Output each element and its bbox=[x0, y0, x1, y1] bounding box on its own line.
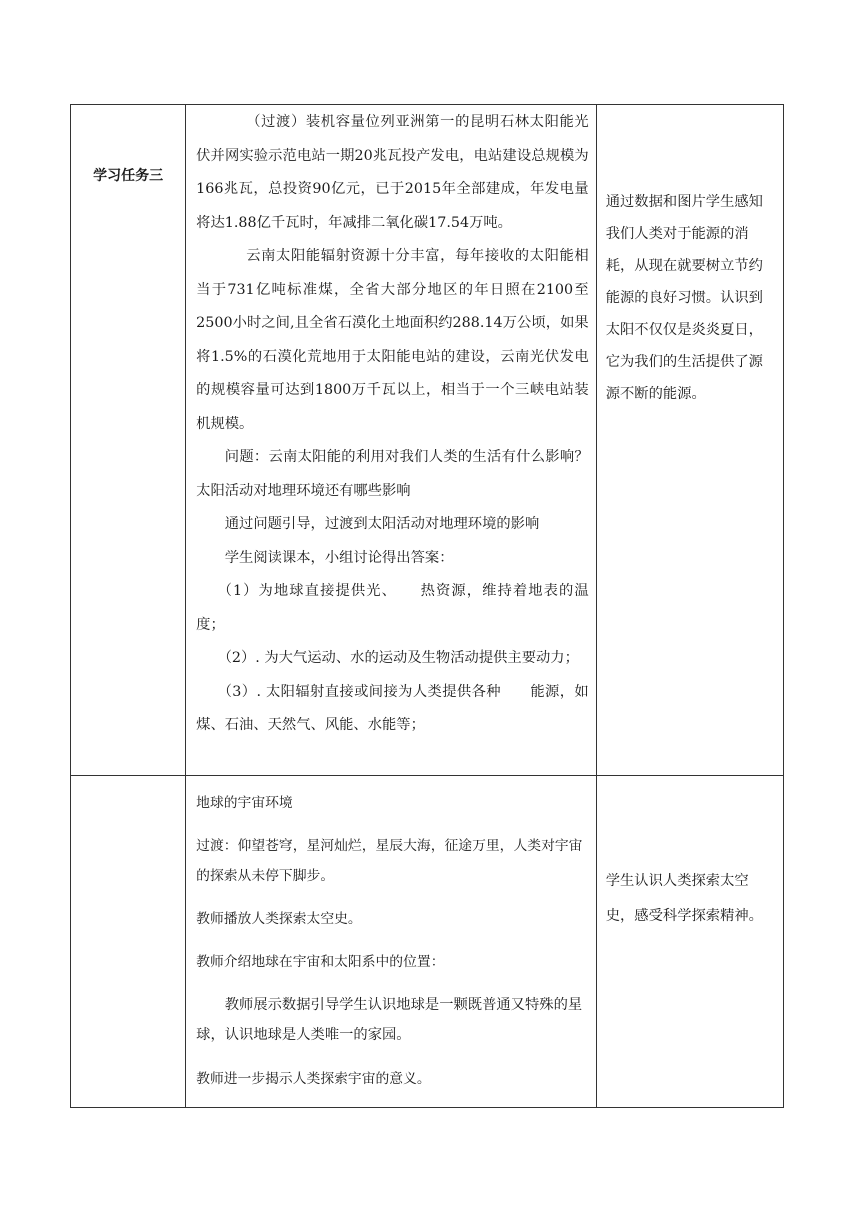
activity-paragraph: （3）. 太阳辐射直接或间接为人类提供各种 能源，如煤、石油、天然气、风能、水能等； bbox=[196, 683, 589, 733]
activity-paragraph: 通过问题引导，过渡到太阳活动对地理环境的影响 bbox=[224, 516, 540, 532]
lesson-plan-table bbox=[70, 104, 784, 1108]
activity-cell bbox=[186, 105, 597, 776]
activity-paragraph: 教师展示数据引导学生认识地球是一颗既普通又特殊的星球，认识地球是人类唯一的家园。 bbox=[196, 997, 583, 1043]
activity-paragraph: 教师进一步揭示人类探索宇宙的意义。 bbox=[196, 1071, 431, 1087]
activity-paragraph: （2）. 为大气运动、水的运动及生物活动提供主要动力； bbox=[217, 650, 579, 666]
design-intent-text: 通过数据和图片学生感知我们人类对于能源的消耗，从现在就要树立节约能源的良好习惯。认识到太阳不仅仅是炎炎夏日，它为我们的生活提供了源源不断的能源。 bbox=[605, 194, 763, 402]
design-intent-text: 学生认识人类探索太空史，感受科学探索精神。 bbox=[605, 873, 763, 924]
activity-paragraph: 地球的宇宙环境 bbox=[196, 795, 293, 811]
activity-paragraph: 过渡：仰望苍穹，星河灿烂，星辰大海，征途万里，人类对宇宙的探索从未停下脚步。 bbox=[196, 838, 583, 884]
design-intent-cell bbox=[596, 776, 783, 1108]
activity-paragraph: 云南太阳能辐射资源十分丰富，每年接收的太阳能相当于731亿吨标准煤，全省大部分地区的年日照在2100至2500小时之间,且全省石漠化土地面积约288.14万公顷，如果将1.5%的石漠化荒地用于太阳能电站的建设，云南光伏发电的规模容量可达到1800万千瓦以上，相当于一个三峡电站装机规模。 bbox=[196, 248, 589, 432]
design-intent-cell bbox=[596, 105, 783, 776]
activity-cell bbox=[186, 776, 597, 1108]
activity-paragraph: 学生阅读课本，小组讨论得出答案： bbox=[224, 549, 454, 566]
task-label-cell bbox=[71, 776, 186, 1108]
table-row bbox=[71, 776, 784, 1108]
task-label-cell bbox=[71, 105, 186, 776]
table-row bbox=[71, 105, 784, 776]
activity-paragraph: 教师播放人类探索太空史。 bbox=[196, 911, 362, 927]
activity-paragraph: （过渡）装机容量位列亚洲第一的昆明石林太阳能光伏并网实验示范电站一期20兆瓦投产发电，电站建设总规模为166兆瓦，总投资90亿元，已于2015年全部建成，年发电量将达1.88亿千瓦时，年减排二氧化碳17.54万吨。 bbox=[196, 114, 589, 231]
activity-paragraph: 问题：云南太阳能的利用对我们人类的生活有什么影响？太阳活动对地理环境还有哪些影响 bbox=[196, 449, 589, 499]
activity-paragraph: 教师介绍地球在宇宙和太阳系中的位置： bbox=[196, 954, 445, 970]
task-label: 学习任务三 bbox=[93, 168, 164, 184]
activity-paragraph: （1）为地球直接提供光、 热资源，维持着地表的温度； bbox=[196, 583, 589, 633]
